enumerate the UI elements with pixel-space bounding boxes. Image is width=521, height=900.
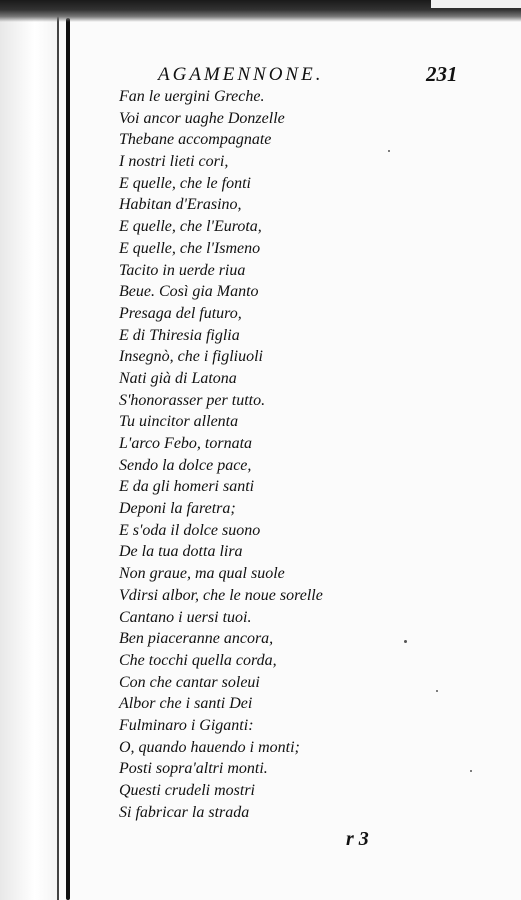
- verse-line: Deponi la faretra;: [119, 500, 236, 518]
- verse-line: E da gli homeri santi: [119, 478, 255, 496]
- binding-gutter: [0, 0, 58, 900]
- verse-line: Albor che i santi Dei: [119, 695, 253, 713]
- verse-line: Fan le uergini Greche.: [119, 88, 265, 105]
- binding-edge: [57, 10, 59, 900]
- verse-line: Beue. Così gia Manto: [119, 283, 259, 301]
- page-number: 231: [426, 62, 458, 86]
- ink-speck: [404, 640, 407, 643]
- verse-line: E di Thiresia figlia: [119, 326, 240, 344]
- verse-line: De la tua dotta lira: [119, 543, 243, 561]
- verse-line: Si fabricar la strada: [119, 803, 250, 821]
- verse-line: Sendo la dolce pace,: [119, 456, 252, 474]
- verse-line: Non graue, ma qual suole: [119, 565, 285, 583]
- verse-line: Vdirsi albor, che le noue sorelle: [119, 586, 323, 604]
- verse-line: Con che cantar soleui: [119, 673, 260, 691]
- verse-line: E quelle, che l'Eurota,: [119, 218, 262, 236]
- verse-text: [119, 86, 323, 823]
- verse-line: E quelle, che l'Ismeno: [119, 239, 261, 257]
- verse-line: Thebane accompagnate: [119, 131, 272, 149]
- binding-fold-line: [66, 18, 70, 900]
- verse-line: Ben piaceranne ancora,: [119, 630, 274, 648]
- verse-line: Insegnò, che i figliuoli: [119, 348, 263, 366]
- ink-speck: [388, 150, 390, 152]
- verse-line: Cantano i uersi tuoi.: [119, 608, 252, 626]
- signature-mark: r 3: [346, 828, 369, 850]
- verse-line: I nostri lieti cori,: [119, 153, 229, 171]
- verse-line: Tacito in uerde riua: [119, 261, 246, 279]
- verse-line: Posti sopra'altri monti.: [119, 760, 268, 778]
- verse-line: Questi crudeli mostri: [119, 782, 255, 799]
- ink-speck: [470, 770, 472, 772]
- verse-line: Tu uincitor allenta: [119, 413, 239, 431]
- verse-line: S'honorasser per tutto.: [119, 391, 266, 409]
- verse-line: Habitan d'Erasino,: [119, 196, 242, 214]
- verse-line: Che tocchi quella corda,: [119, 651, 277, 669]
- verse-line: Presaga del futuro,: [119, 304, 242, 322]
- verse-line: Nati già di Latona: [119, 369, 237, 387]
- verse-line: E s'oda il dolce suono: [119, 521, 261, 539]
- top-edge-highlight: [431, 0, 521, 8]
- running-head: AGAMENNONE.: [158, 64, 324, 85]
- verse-line: E quelle, che le fonti: [119, 174, 251, 192]
- verse-line: L'arco Febo, tornata: [119, 435, 253, 452]
- verse-line: Voi ancor uaghe Donzelle: [119, 109, 285, 127]
- verse-line: O, quando hauendo i monti;: [119, 738, 300, 756]
- verse-line: Fulminaro i Giganti:: [119, 716, 254, 734]
- ink-speck: [436, 690, 438, 692]
